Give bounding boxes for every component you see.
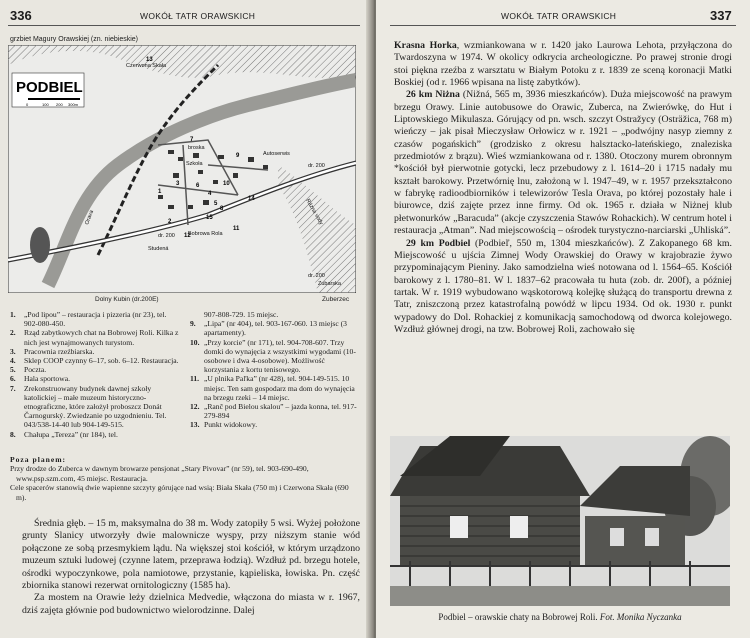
map-caption-bottom-left: Dolny Kubin (dr.200E) xyxy=(95,296,159,303)
map-title: PODBIEL xyxy=(16,79,83,96)
podbiel-map xyxy=(8,45,356,293)
map-marker: 2 xyxy=(168,219,172,225)
legend-item: 8. Chałupa „Tereza” (nr 184), tel. xyxy=(10,429,118,439)
paragraph: Za mostem na Orawie leży dzielnica Medvedie, włączona do miasta w r. 1967, dziś zajęta głównie pod budownictwo wielorodzinne. Dalej xyxy=(22,592,360,616)
map-top-caption: grzbiet Magury Orawskiej (zn. niebieskie) xyxy=(10,36,138,43)
place-label: Rázna vody xyxy=(304,198,324,227)
map-marker: 1 xyxy=(158,189,162,195)
legend-item: 10. „Przy korcie” (nr 171), tel. 904-708-607. Trzy domki do wynajęcia z wszystkimi wygodami (10-osobowe i dwa 4-osobowe). Możliwość korzystania z kortu tenisowego. xyxy=(190,337,356,375)
map-marker: 3 xyxy=(176,181,180,187)
place-label: Zubarska xyxy=(318,281,341,287)
legend-item: 9. „Lipa” (nr 404), tel. 903-167-060. 13 miejsc (3 apartamenty). xyxy=(190,319,347,338)
paragraph: Krasna Horka, wzmiankowana w r. 1420 jako Laurowa Lehota, przyłączona do Twardoszyna w 1974. W okolicy odkrycia archeologiczne. Po prawej stronie drogi stoi piękna rzeźba z warsztatu w Białym Potoku z r. 1839 ze sceną koronacji Matki Boskiej (od r. 1966 wpisana na listę zabytków). xyxy=(394,40,732,89)
right-header-rule xyxy=(390,25,736,26)
legend-item: 3. Pracownia rzeźbiarska. xyxy=(10,346,95,356)
left-header-rule xyxy=(8,25,360,26)
map-marker: 7 xyxy=(190,137,194,143)
scale-label-3: 300m xyxy=(68,102,79,107)
right-running-head: WOKÓŁ TATR ORAWSKICH xyxy=(501,11,617,21)
outside-map-item: Przy drodze do Zuberca w dawnym browarze pensjonat „Stary Pivovar” (nr 59), tel. 903-690-490, www.psp.szm.com, 45 miejsc. Restauracja. xyxy=(10,464,309,483)
paragraph: 29 km Podbiel (Podbieľ, 550 m, 1304 mieszkańców). Z Zakopanego 68 km. Miejscowość u ujścia Zimnej Wody Orawskiej do Orawy w krajobrazie żywo przypominającym Pieniny. Jako samodzielna wieś notowana od l. 1564–65. Kościół barokowy z l. 1780–81. W l. 1837–62 pracowała tu huta (zob. dr. 200f), a później tartak. W r. 1919 wybudowano wąskotorową kolejkę służącą do transportu drewna z Tatr, zniszczoną przez katastrofalną powódź w lipcu 1934. Od ok. 1930 r. punkt wypadowy do Dol. Rohackiej z komunikacją samochodową od dworca kolejowego. Wzdłuż głównej drogi, na tzw. Bobrowej Roli, zachowało się xyxy=(394,237,732,335)
legend-column-right xyxy=(190,310,360,430)
map-marker: 8 xyxy=(220,206,224,212)
map-marker: 5 xyxy=(214,201,218,207)
road-label: dr. 200 xyxy=(158,233,175,239)
map-marker: 12 xyxy=(184,233,191,239)
legend-item: 13. Punkt widokowy. xyxy=(190,420,258,430)
map-marker: 6 xyxy=(196,183,200,189)
legend-item: 4. Sklep COOP czynny 6–17, sob. 6–12. Restauracja. xyxy=(10,356,179,366)
map-marker: 13 xyxy=(146,57,153,63)
pond xyxy=(30,227,50,263)
map-marker: 9 xyxy=(236,153,240,159)
map-marker: 15 xyxy=(206,215,213,221)
left-body-text xyxy=(22,518,360,617)
right-page-number: 337 xyxy=(710,8,732,23)
left-running-head: WOKÓŁ TATR ORAWSKICH xyxy=(140,11,256,21)
legend-item: 11. „U plnika Paľka” (nr 428), tel. 904-149-515. 10 miejsc. Ten sam gospodarz ma dom do wynajęcia na brzegu rzeki – 14 miejsc. xyxy=(190,374,355,402)
scale-label-2: 200 xyxy=(56,102,63,107)
place-label: Czerwona Skała xyxy=(126,63,167,69)
map-marker: 4 xyxy=(208,191,212,197)
map-caption-bottom-right: Zuberzec xyxy=(322,296,350,303)
paragraph: 26 km Niżna (Nižná, 565 m, 3936 mieszkańców). Duża miejscowość na prawym brzegu Orawy. Linie autobusowe do Orawic, Zuberca, na Zwierówkę, do Hut i Liptowskiego Mikulasza. Górujący od pn. wsch. szczyt Ostražycy (Osträžica, 768 m) wieńczy – jak pisał Mieczysław Orłowicz w r. 1921 – „podwójny nasyp ziemny z czasów pogańskich” (grodzisko z okresu halsztacko-lateńskiego, znaleziska przedmiotów z brązu). Wieś wzmiankowana od r. 1380. Otoczony murem obronnym *kościół był pierwotnie gotycki, lecz przebudowy z l. 1614–20 i 1715 nadały mu kształt barokowy. Przetwórnię lnu, założoną w l. 1947–49, w r. 1957 przekształcono w fabrykę radioodbiorników i telewizorów Tesla Orava, po której pozostały hale i biurowce, dziś zajęte przez inne firmy. Od ok. 1965 r. działa w Niżnej klub płetwonurków „Baracuda” (akcje czyszczenia Stawów Rohackich). W centrum hotel i restauracja „Atman”. Nad miejscowością – ośrodek turystyczno-narciarski „Uhliská”. xyxy=(394,89,732,237)
legend-item: 12. „Ranč pod Bielou skalou” – jazda konna, tel. 917-279-894 xyxy=(190,402,357,421)
legend-item: 7. Zrekonstruowany budynek dawnej szkoły katolickiej – małe muzeum historyczno-etnograficzne, które założył proboszcz Donát Čarnogurský. Zwiedzanie po uzgodnieniu. Tel. 043/538-14-40 lub 904-149-515. xyxy=(10,383,167,430)
place-label: Bobrowa Rola xyxy=(188,231,223,237)
legend-item: 1. „Pod lipou” – restauracja i pizzeria (nr 23), tel. 902-080-450. xyxy=(10,310,167,329)
scale-label-0: 0 xyxy=(26,102,29,107)
legend-column-left xyxy=(10,310,180,439)
place-label: broska xyxy=(188,145,205,151)
legend-item: 907-808-729. 15 miejsc. xyxy=(204,310,279,319)
right-page xyxy=(376,0,750,638)
outside-map-heading: Poza planem: xyxy=(10,455,67,464)
left-page xyxy=(0,0,372,638)
road-label: dr. 200 xyxy=(308,273,325,279)
place-label: Szkoła xyxy=(186,161,203,167)
left-page-number: 336 xyxy=(10,8,32,23)
right-body-text xyxy=(394,40,732,336)
outside-map-notes xyxy=(10,455,360,502)
place-label: Autoserwis xyxy=(263,151,290,157)
scale-label-1: 100 xyxy=(42,102,49,107)
photo-caption: Podbiel – orawskie chaty na Bobrowej Roli. Fot. Monika Nyczanka xyxy=(438,612,682,622)
place-label: Orava xyxy=(84,209,96,226)
outside-map-item: Cele spacerów stanowią dwie wapienne szczyty górujące nad wsią: Biała Skała (750 m) i Czerwona Skała (690 m). xyxy=(10,483,349,502)
legend-item: 2. Rząd zabytkowych chat na Bobrowej Roli. Kilka z nich jest wynajmowanych turystom. xyxy=(10,328,179,347)
legend-item: 6. Hala sportowa. xyxy=(10,374,70,384)
map-marker: 10 xyxy=(223,181,230,187)
road-label: dr. 200 xyxy=(308,163,325,169)
photo-wooden-cottages xyxy=(390,436,730,606)
map-marker: 14 xyxy=(248,196,255,202)
map-marker: 11 xyxy=(233,226,240,232)
legend-item: 5. Poczta. xyxy=(10,365,47,375)
photo-credit: Fot. Monika Nyczanka xyxy=(599,612,682,622)
place-label: Studená xyxy=(148,246,169,252)
paragraph: Średnia głęb. – 15 m, maksymalna do 38 m. Wody zatopiły 5 wsi. Wyżej położone grunty Slanicy utworzyły dwie malownicze wyspy, przy niższym stanie wód połączone ze sobą przesmykiem lądu. Na większej stoi kościół, w którym urządzono muzeum sztuki ludowej (czynne latem, przeprawa łodzią). Wzdłuż pd. brzegu hotele, ośrodki wypoczynkowe, pola namiotowe, przystanie, kąpieliska, łowiska. Pn. część zbiornika stanowi rezerwat ornitologiczny (1585 ha). xyxy=(22,518,360,592)
